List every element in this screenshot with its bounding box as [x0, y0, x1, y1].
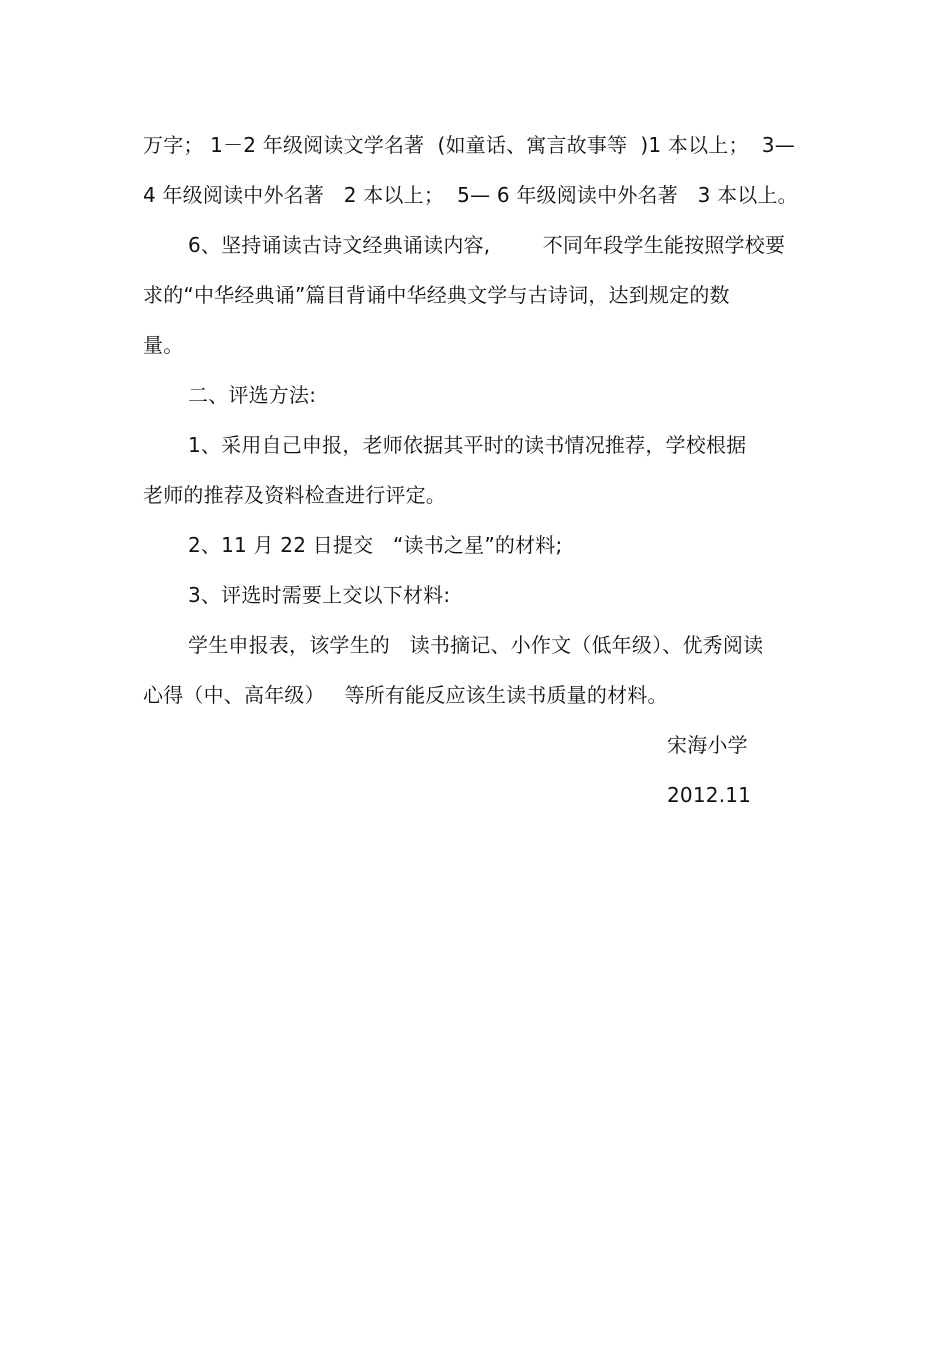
body-line-12: 心得（中、高年级） 等所有能反应该生读书质量的材料。: [143, 683, 668, 707]
body-line-10: 3、评选时需要上交以下材料:: [188, 583, 451, 607]
body-line-11: 学生申报表，该学生的 读书摘记、小作文（低年级）、优秀阅读: [188, 633, 764, 657]
section-heading: 二、评选方法:: [188, 383, 317, 407]
body-line-4: 求的“中华经典诵”篇目背诵中华经典文学与古诗词，达到规定的数: [143, 283, 730, 307]
body-line-8: 老师的推荐及资料检查进行评定。: [143, 483, 446, 507]
body-line-2: 4 年级阅读中外名著 2 本以上； 5— 6 年级阅读中外名著 3 本以上。: [143, 183, 798, 207]
body-line-3: 6、坚持诵读古诗文经典诵读内容, 不同年段学生能按照学校要: [188, 233, 786, 257]
body-line-1: 万字； 1－2 年级阅读文学名著 (如童话、寓言故事等 )1 本以上； 3—: [143, 133, 795, 157]
signature-organization: 宋海小学: [667, 733, 748, 757]
body-line-7: 1、采用自己申报，老师依据其平时的读书情况推荐，学校根据: [188, 433, 747, 457]
body-line-9: 2、11 月 22 日提交 “读书之星”的材料;: [188, 533, 563, 557]
signature-date: 2012.11: [667, 783, 752, 807]
body-line-5: 量。: [143, 333, 184, 357]
